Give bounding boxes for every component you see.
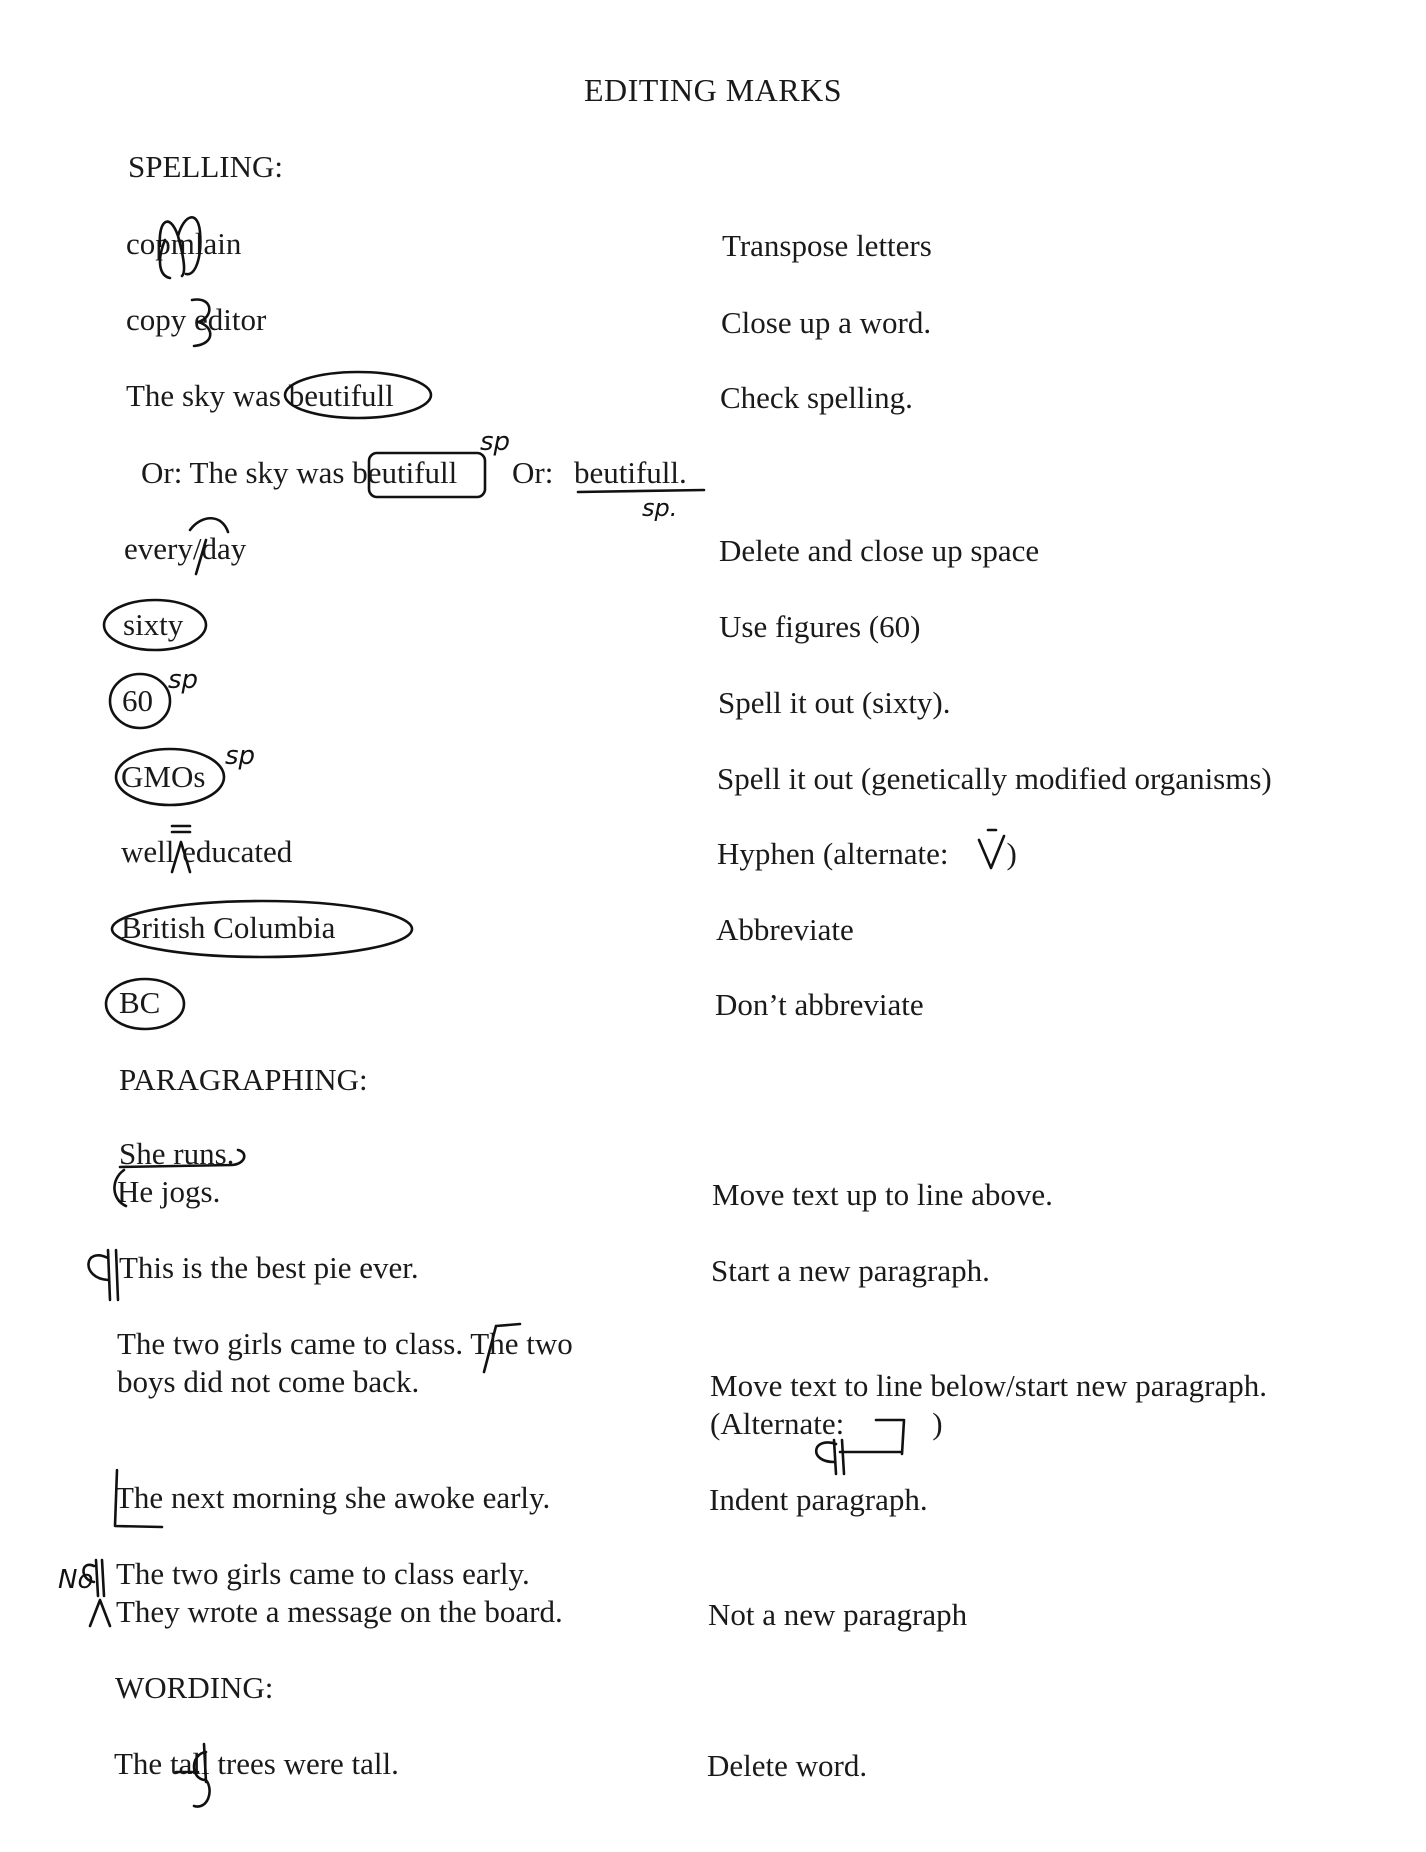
meaning-move-below-suffix: ) [932, 1406, 943, 1441]
example-spell-out-acronym: GMOs [121, 759, 206, 794]
example-delete-word-struck: tall [169, 1746, 210, 1781]
sp-mark-gmos: sp [225, 741, 256, 771]
example-spell-out-number: 60 [122, 683, 153, 718]
example-delete-word [114, 1746, 399, 1782]
example-delete-word-c: trees were tall. [217, 1746, 399, 1781]
example-check-spelling-word: beutifull [288, 378, 394, 413]
meaning-delete-close: Delete and close up space [719, 533, 1040, 568]
new-paragraph-mark [88, 1250, 118, 1300]
section-heading-paragraphing: PARAGRAPHING: [119, 1062, 368, 1097]
example-move-below-line2: boys did not come back. [117, 1364, 420, 1399]
example-transpose: copmlain [126, 226, 242, 261]
example-use-figures: sixty [123, 607, 184, 642]
meaning-delete-word: Delete word. [707, 1748, 868, 1783]
meaning-check-spelling: Check spelling. [720, 380, 913, 415]
or-line-prefix: Or: The sky was [141, 455, 345, 490]
example-delete-word-a: The [114, 1746, 163, 1781]
no-para-mark [84, 1560, 111, 1626]
example-close-up: copy editor [126, 302, 267, 337]
example-move-below-a: The two girls came to class. [117, 1326, 464, 1361]
meaning-transpose: Transpose letters [722, 228, 932, 263]
example-dont-abbreviate: BC [119, 985, 161, 1020]
example-new-paragraph: This is the best pie ever. [119, 1250, 419, 1285]
or-line-first [141, 455, 457, 491]
or-line-boxed-word: beutifull [352, 455, 458, 490]
example-move-up-line2: He jogs. [117, 1174, 221, 1209]
example-abbreviate: British Columbia [121, 910, 336, 945]
sp-mark-2: sp. [642, 494, 678, 522]
example-delete-close: every/day [124, 531, 247, 566]
meaning-hyphen [717, 836, 1017, 872]
sp-mark-1: sp [480, 427, 511, 457]
meaning-spell-out-number: Spell it out (sixty). [718, 685, 951, 720]
example-move-below-line1 [117, 1326, 573, 1362]
meaning-move-below-line1: Move text to line below/start new paragraph. [710, 1368, 1267, 1403]
meaning-not-new: Not a new paragraph [708, 1597, 968, 1632]
example-move-up-line1: She runs. [119, 1136, 235, 1171]
meaning-hyphen-prefix: Hyphen (alternate: [717, 836, 949, 871]
example-not-new-line2: They wrote a message on the board. [116, 1594, 563, 1629]
meaning-indent: Indent paragraph. [709, 1482, 928, 1517]
example-indent: The next morning she awoke early. [115, 1480, 551, 1515]
page-title: EDITING MARKS [583, 72, 843, 108]
meaning-move-below-prefix: (Alternate: [710, 1406, 845, 1441]
example-hyphen: well educated [121, 834, 293, 869]
meaning-hyphen-suffix: ) [1006, 836, 1017, 871]
or-line-second: Or: [512, 455, 554, 490]
no-para-mark-text: No [58, 1565, 94, 1595]
section-heading-spelling: SPELLING: [128, 149, 283, 184]
meaning-spell-out-acronym: Spell it out (genetically modified organisms) [717, 761, 1272, 796]
meaning-dont-abbreviate: Don’t abbreviate [715, 987, 924, 1022]
sp-mark-60: sp [168, 665, 199, 695]
example-move-below-b: The two [470, 1326, 573, 1361]
example-check-spelling-prefix: The sky was [126, 378, 281, 413]
meaning-move-below-line2 [710, 1406, 943, 1442]
section-heading-wording: WORDING: [115, 1670, 274, 1705]
or-line-underlined-word: beutifull. [574, 455, 687, 490]
meaning-new-paragraph: Start a new paragraph. [711, 1253, 990, 1288]
alternate-para-mark [816, 1440, 844, 1474]
example-check-spelling [126, 378, 394, 414]
meaning-move-up: Move text up to line above. [712, 1177, 1053, 1212]
meaning-close-up: Close up a word. [721, 305, 932, 340]
meaning-use-figures: Use figures (60) [719, 609, 921, 644]
example-not-new-line1: The two girls came to class early. [116, 1556, 530, 1591]
meaning-abbreviate: Abbreviate [716, 912, 854, 947]
